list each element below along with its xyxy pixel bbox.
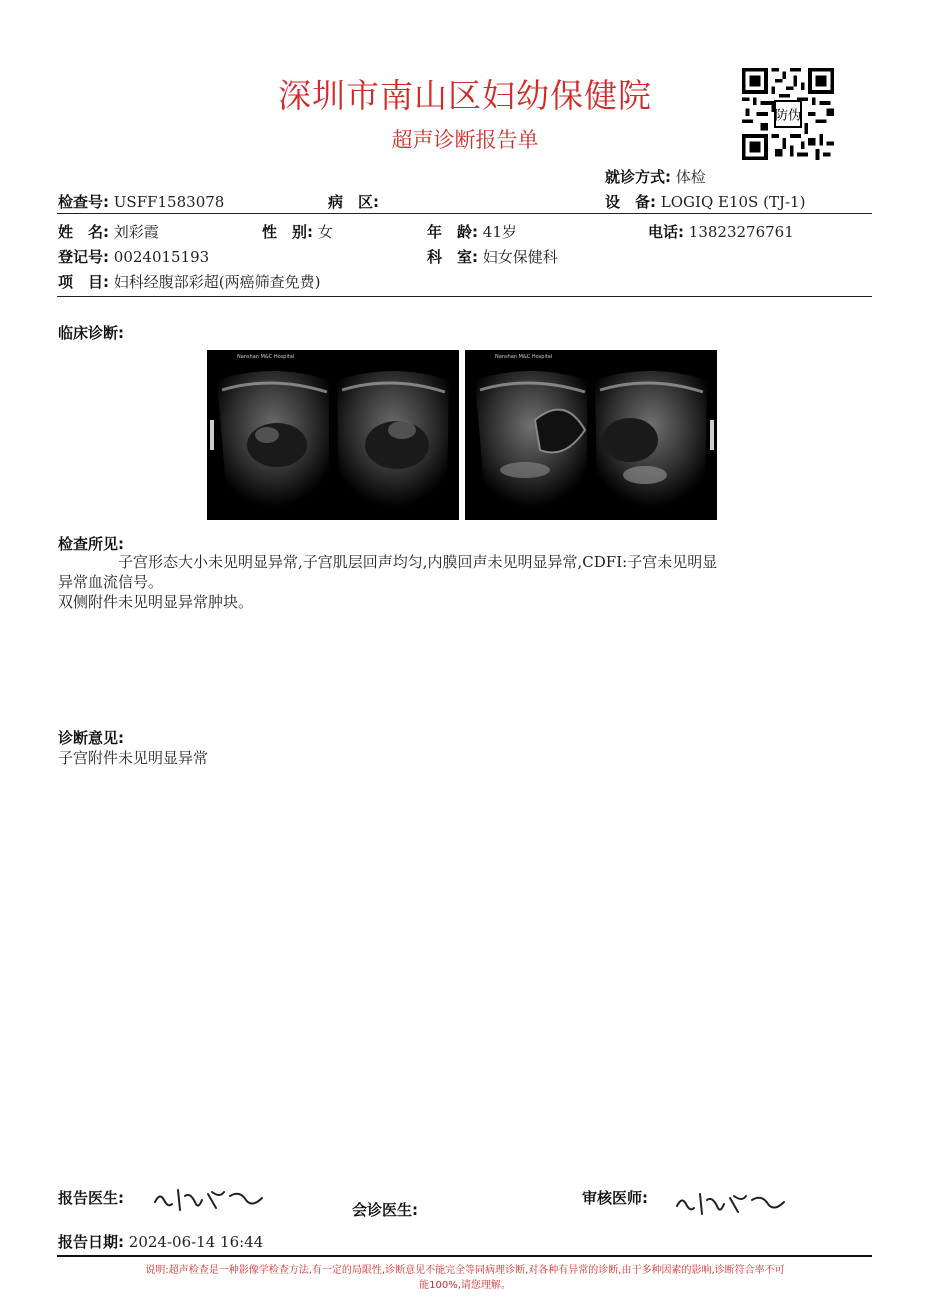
disclaimer-line-2: 能100%,请您理解。 bbox=[419, 1280, 511, 1291]
visit-mode-field bbox=[605, 166, 706, 187]
visit-mode-label: 就诊方式: bbox=[605, 168, 671, 186]
exam-no-label: 检查号: bbox=[58, 193, 109, 211]
device-value: LOGIQ E10S (TJ-1) bbox=[660, 193, 806, 211]
qr-code-icon bbox=[742, 68, 834, 160]
divider-info bbox=[57, 296, 872, 297]
reg-no-value: 0024015193 bbox=[113, 248, 210, 266]
dept-field bbox=[427, 246, 558, 267]
item-label: 项 目: bbox=[58, 273, 109, 291]
item-field bbox=[58, 271, 321, 292]
phone-field bbox=[648, 221, 794, 242]
findings-line-2: 异常血流信号。 bbox=[58, 573, 164, 591]
report-date-field bbox=[58, 1231, 263, 1252]
device-label: 设 备: bbox=[605, 193, 656, 211]
ultrasound-image-1 bbox=[207, 350, 459, 520]
diagnosis-label: 诊断意见: bbox=[58, 729, 124, 747]
svg-text:Nanshan M&C Hospital: Nanshan M&C Hospital bbox=[237, 354, 295, 360]
findings-line-1: 子宫形态大小未见明显异常,子宫肌层回声均匀,内膜回声未见明显异常,CDFI:子宫未见明显 bbox=[118, 553, 718, 571]
phone-value: 13823276761 bbox=[688, 223, 794, 241]
report-date-value: 2024-06-14 16:44 bbox=[128, 1233, 264, 1251]
ultrasound-image-2 bbox=[465, 350, 717, 520]
clinical-diagnosis-label: 临床诊断: bbox=[58, 324, 124, 342]
sex-value: 女 bbox=[317, 223, 333, 241]
name-field bbox=[58, 221, 159, 242]
item-value: 妇科经腹部彩超(两癌筛查免费) bbox=[113, 273, 321, 291]
diagnosis-value: 子宫附件未见明显异常 bbox=[58, 749, 209, 767]
age-label: 年 龄: bbox=[427, 223, 478, 241]
divider-top bbox=[57, 213, 872, 214]
findings-label: 检查所见: bbox=[58, 535, 124, 553]
age-value: 41岁 bbox=[482, 223, 517, 241]
age-field bbox=[427, 221, 517, 242]
reg-no-label: 登记号: bbox=[58, 248, 109, 266]
ward-label: 病 区: bbox=[328, 193, 379, 211]
svg-text:防伪: 防伪 bbox=[774, 108, 802, 124]
visit-mode-value: 体检 bbox=[675, 168, 706, 186]
divider-bottom bbox=[57, 1255, 872, 1257]
sex-field bbox=[262, 221, 333, 242]
phone-label: 电话: bbox=[648, 223, 684, 241]
exam-no-field bbox=[58, 191, 224, 212]
reviewer-signature bbox=[672, 1186, 792, 1220]
consult-label: 会诊医生: bbox=[352, 1201, 418, 1219]
dept-label: 科 室: bbox=[427, 248, 478, 266]
report-date-label: 报告日期: bbox=[58, 1233, 124, 1251]
device-field bbox=[605, 191, 805, 212]
hospital-name: 深圳市南山区妇幼保健院 bbox=[278, 76, 652, 115]
dept-value: 妇女保健科 bbox=[482, 248, 558, 266]
reg-no-field bbox=[58, 246, 209, 267]
findings-line-3: 双侧附件未见明显异常肿块。 bbox=[58, 593, 254, 611]
reporter-label: 报告医生: bbox=[58, 1189, 124, 1207]
ward-field bbox=[328, 191, 379, 212]
reporter-signature bbox=[150, 1182, 270, 1216]
disclaimer-line-1: 说明:超声检查是一种影像学检查方法,有一定的局限性,诊断意见不能完全等同病理诊断,对各种有异常的诊断,由于多种因素的影响,诊断符合率不可 bbox=[145, 1265, 785, 1276]
name-label: 姓 名: bbox=[58, 223, 109, 241]
exam-no-value: USFF1583078 bbox=[113, 193, 225, 211]
svg-text:Nanshan M&C Hospital: Nanshan M&C Hospital bbox=[495, 354, 553, 360]
report-title: 超声诊断报告单 bbox=[391, 128, 539, 152]
disclaimer bbox=[60, 1263, 870, 1293]
sex-label: 性 别: bbox=[262, 223, 313, 241]
name-value: 刘彩霞 bbox=[113, 223, 159, 241]
reviewer-label: 审核医师: bbox=[582, 1189, 648, 1207]
